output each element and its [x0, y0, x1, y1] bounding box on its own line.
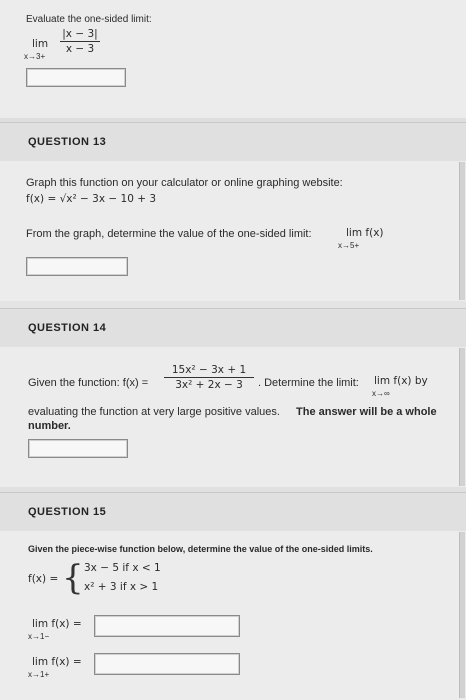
- limit-subscript: x→1−: [28, 632, 50, 641]
- function-expression: f(x) = √x² − 3x − 10 + 3: [26, 193, 157, 205]
- limit-subscript: x→5+: [338, 241, 360, 250]
- limit-subscript: x→3+: [24, 52, 46, 61]
- question-15-card: [0, 531, 466, 700]
- instruction-text: evaluating the function at very large positive values.: [28, 406, 280, 418]
- limit-label: lim: [32, 38, 49, 50]
- fraction-numerator: 15x² − 3x + 1: [171, 364, 247, 376]
- question-12-card: [0, 0, 466, 118]
- question-15-header: [0, 492, 466, 532]
- scroll-edge: [459, 532, 465, 698]
- answer-input-q13[interactable]: [26, 257, 128, 276]
- instruction-text-2: From the graph, determine the value of the one-sided limit:: [26, 228, 312, 240]
- fraction-denominator: 3x² + 2x − 3: [175, 379, 243, 391]
- question-prompt: Evaluate the one-sided limit:: [26, 14, 152, 25]
- question-13-card: [0, 161, 466, 301]
- scroll-edge: [459, 162, 465, 300]
- right-limit-label: lim f(x) =: [32, 656, 82, 668]
- question-title: QUESTION 13: [28, 136, 107, 148]
- fraction-bar: [60, 41, 100, 42]
- limit-fraction: [60, 28, 100, 55]
- given-function-label: Given the function: f(x) =: [28, 377, 149, 389]
- instruction-text: Given the piece-wise function below, determine the value of the one-sided limits.: [28, 544, 373, 554]
- answer-input-q14[interactable]: [28, 439, 128, 458]
- bold-instruction-2: number.: [28, 420, 71, 432]
- limit-subscript: x→1+: [28, 670, 50, 679]
- question-title: QUESTION 15: [28, 506, 107, 518]
- fraction-numerator: |x − 3|: [62, 28, 98, 40]
- instruction-text: Graph this function on your calculator or online graphing website:: [26, 177, 343, 189]
- limit-label: lim f(x) by: [374, 375, 428, 387]
- piecewise-fx: f(x) =: [28, 573, 59, 585]
- piecewise-case-2: x² + 3 if x > 1: [84, 581, 159, 593]
- function-fraction: [164, 364, 254, 391]
- fraction-bar: [164, 377, 254, 378]
- left-limit-label: lim f(x) =: [32, 618, 82, 630]
- question-title: QUESTION 14: [28, 322, 107, 334]
- fraction-denominator: x − 3: [65, 43, 95, 55]
- question-14-header: [0, 308, 466, 348]
- answer-input-q12[interactable]: [26, 68, 126, 87]
- piecewise-brace: {: [62, 558, 84, 598]
- piecewise-case-1: 3x − 5 if x < 1: [84, 562, 161, 574]
- scroll-edge: [459, 348, 465, 486]
- right-limit-input[interactable]: [94, 653, 240, 675]
- bold-instruction: The answer will be a whole: [296, 406, 437, 418]
- limit-label: lim f(x): [346, 227, 384, 239]
- left-limit-input[interactable]: [94, 615, 240, 637]
- limit-subscript: x→∞: [372, 389, 390, 398]
- determine-text: . Determine the limit:: [258, 377, 359, 389]
- question-14-card: [0, 347, 466, 487]
- question-13-header: [0, 122, 466, 162]
